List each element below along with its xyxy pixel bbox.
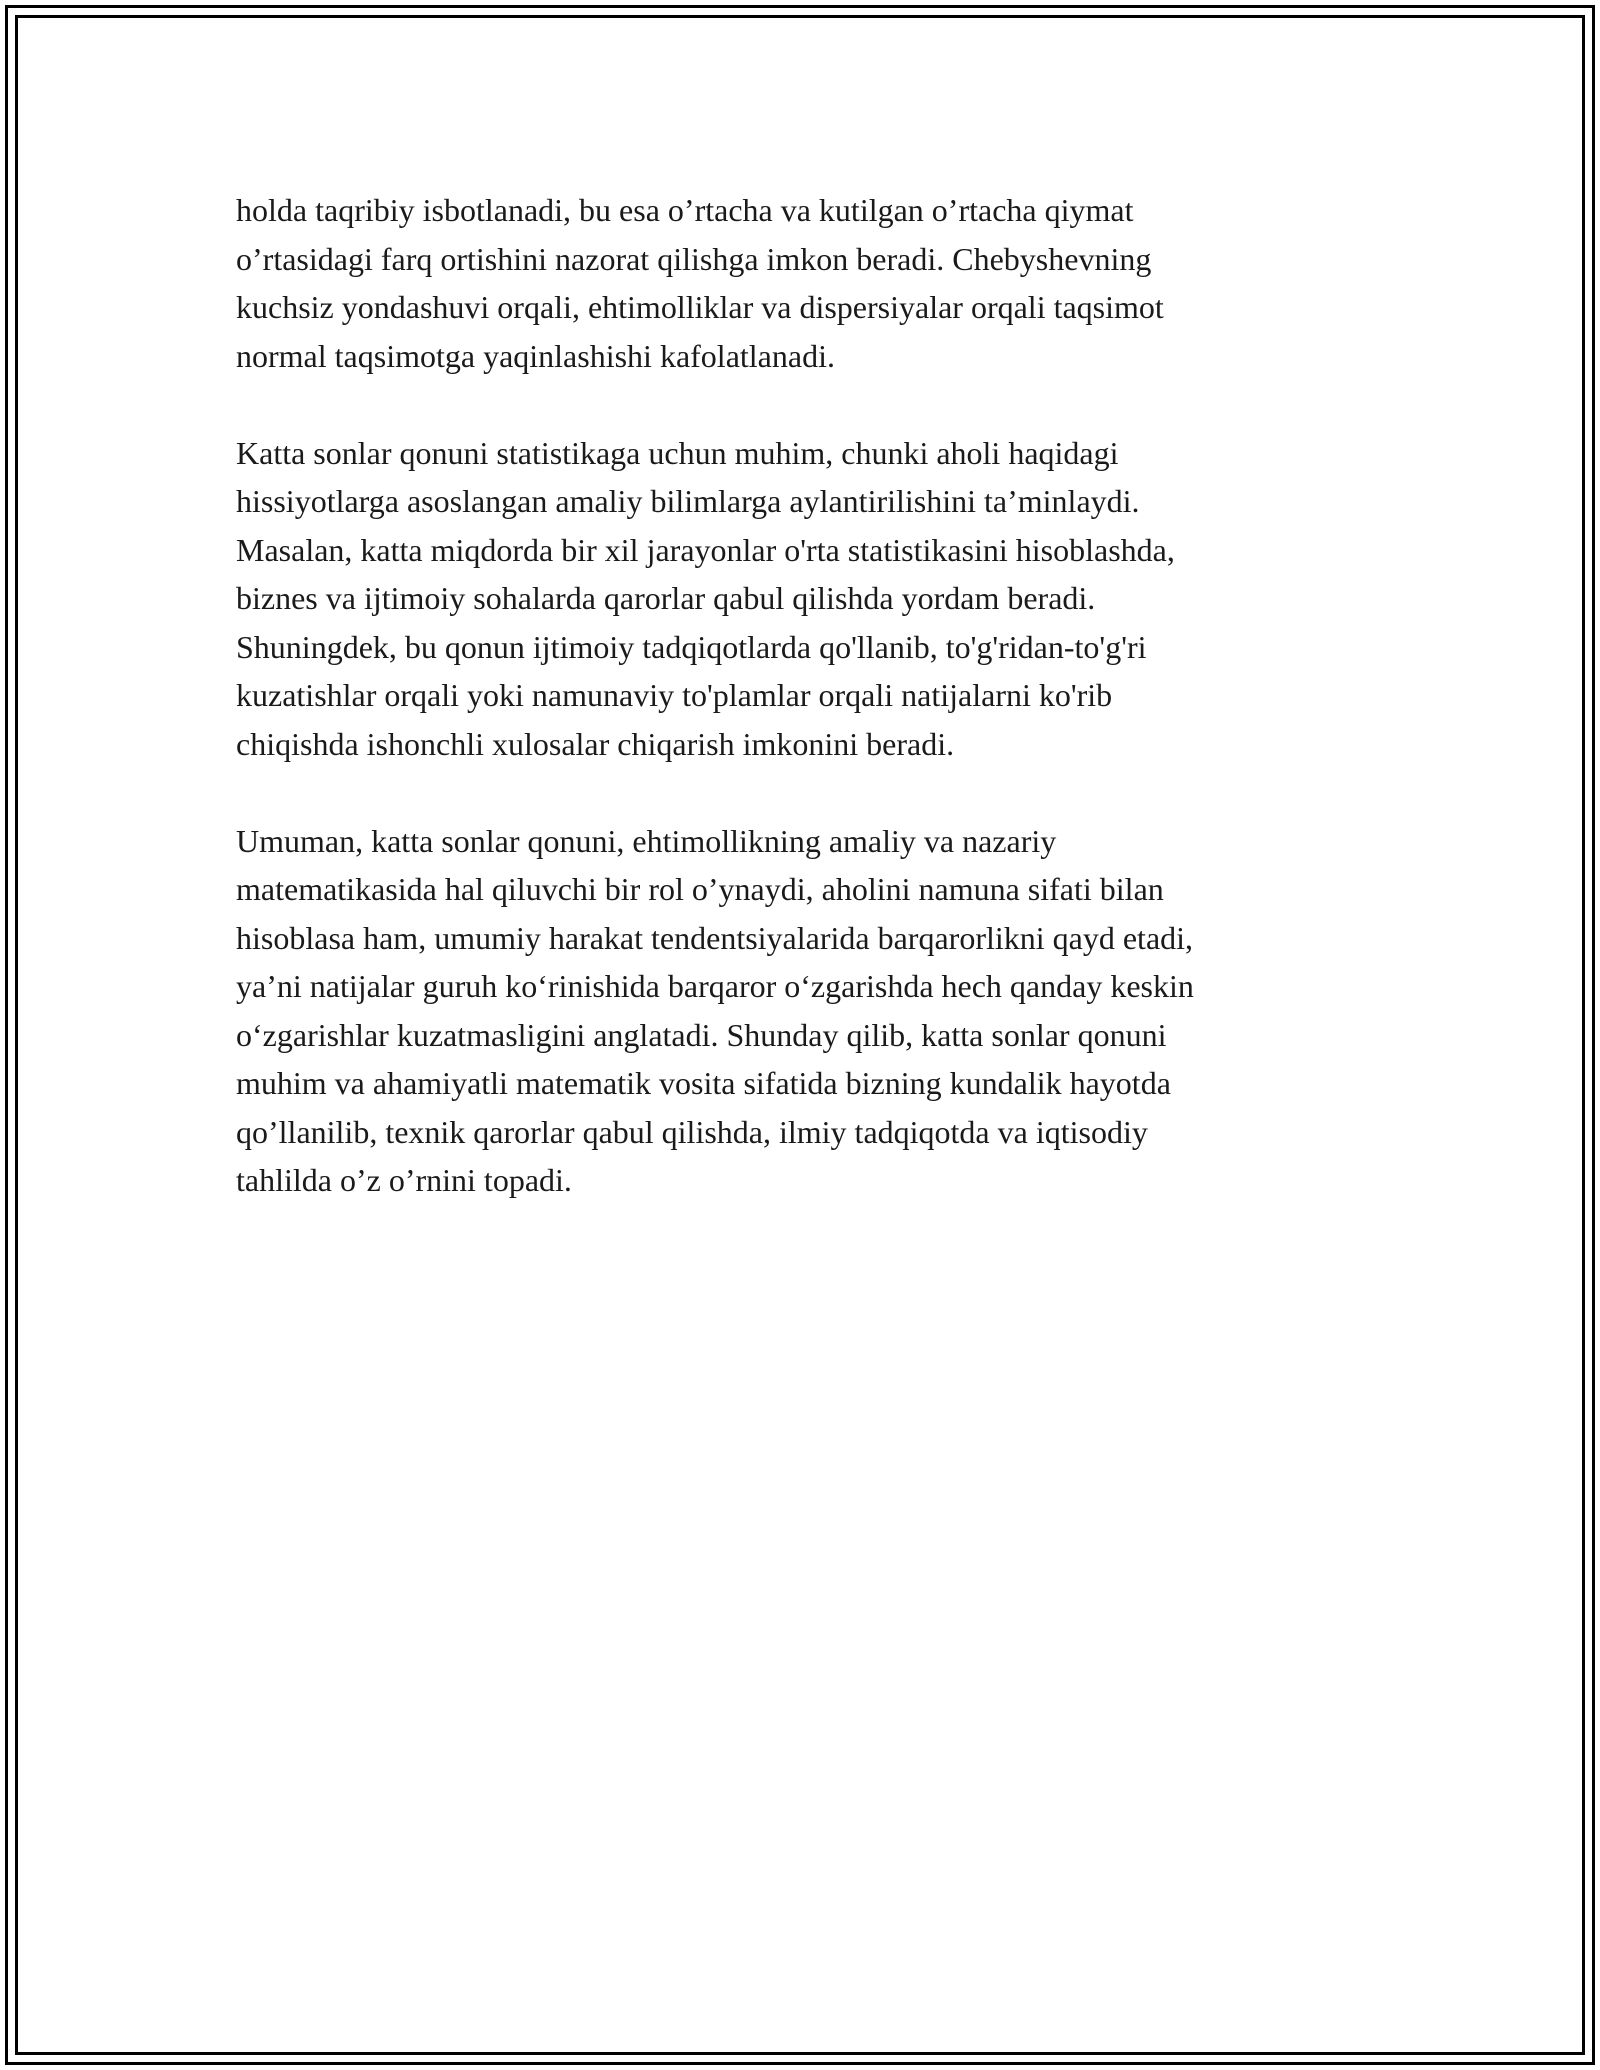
paragraph-1: holda taqribiy isbotlanadi, bu esa o’rtacha va kutilgan o’rtacha qiymat o’rtasidagi farq ortishini nazorat qilishga imkon beradi. Chebyshevning kuchsiz yondashuvi orqali, ehtimolliklar va dispersiyalar orqali taqsimot normal taqsimotga yaqinlashishi kafolatlanadi. xyxy=(236,192,1164,374)
paragraph-2: Katta sonlar qonuni statistikaga uchun muhim, chunki aholi haqidagi hissiyotlarga asoslangan amaliy bilimlarga aylantirilishini ta’minlaydi. Masalan, katta miqdorda bir xil jarayonlar o'rta statistikasini hisoblashda, biznes va ijtimoiy sohalarda qarorlar qabul qilishda yordam beradi. Shuningdek, bu qonun ijtimoiy tadqiqotlarda qo'llanib, to'g'ridan-to'g'ri kuzatishlar orqali yoki namunaviy to'plamlar orqali natijalarni ko'rib chiqishda ishonchli xulosalar chiqarish imkonini beradi. xyxy=(236,434,1175,762)
paragraph-3: Umuman, katta sonlar qonuni, ehtimollikning amaliy va nazariy matematikasida hal qiluvchi bir rol o’ynaydi, aholini namuna sifati bilan hisoblasa ham, umumiy harakat tendentsiyalarida barqarorlikni qayd etadi, ya’ni natijalar guruh ko‘rinishida barqaror o‘zgarishda hech qanday keskin o‘zgarishlar kuzatmasligini anglatadi. Shunday qilib, katta sonlar qonuni muhim va ahamiyatli matematik vosita sifatida bizning kundalik hayotda qo’llanilib, texnik qarorlar qabul qilishda, ilmiy tadqiqotda va iqtisodiy tahlilda o’z o’rnini topadi. xyxy=(236,822,1194,1198)
document-body xyxy=(236,186,1376,1205)
